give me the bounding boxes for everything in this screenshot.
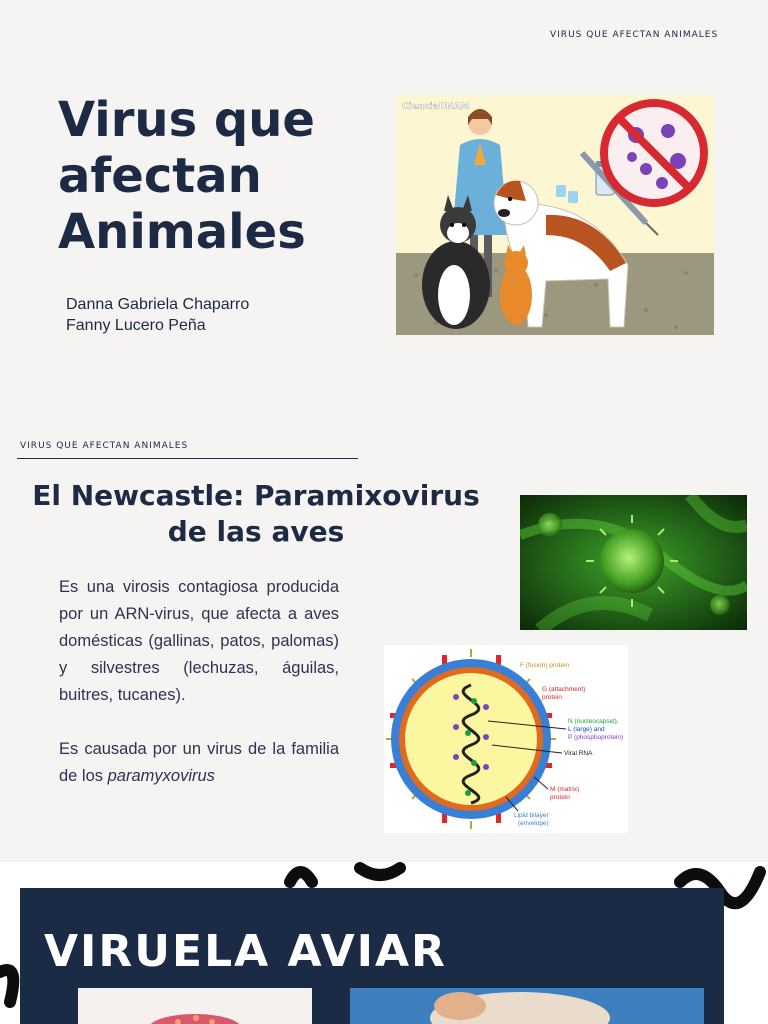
page-header: VIRUS QUE AFECTAN ANIMALES: [550, 30, 719, 40]
authors: [66, 294, 249, 336]
section-title: El Newcastle: Paramixovirus de las aves: [32, 479, 480, 548]
title-line: Animales: [58, 204, 306, 260]
paramyxovirus-structure-icon: [384, 645, 628, 833]
svg-text:CienciaUNAM: CienciaUNAM: [402, 102, 470, 112]
italic-term: paramyxovirus: [107, 767, 215, 785]
virus-photo-icon: [520, 495, 747, 630]
section-body: [59, 574, 339, 817]
svg-text:G (attachment): G (attachment): [542, 686, 586, 693]
title-line: Virus que: [58, 92, 315, 148]
author-name: Danna Gabriela Chaparro: [66, 296, 250, 313]
svg-text:L (large) and: L (large) and: [568, 726, 605, 733]
svg-text:F (fusion) protein: F (fusion) protein: [520, 662, 570, 669]
pox-lesion-photo: [78, 988, 312, 1024]
green-virus-photo: [520, 495, 747, 630]
svg-text:P (phosphoprotein): P (phosphoprotein): [568, 734, 624, 741]
title-line: afectan: [58, 148, 262, 204]
vet-with-dog-cat-icon: [396, 95, 714, 335]
svg-text:protein: protein: [542, 694, 562, 701]
author-name: Fanny Lucero Peña: [66, 317, 206, 334]
paragraph: Es causada por un virus de la familia de los paramyxovirus: [59, 740, 339, 785]
svg-text:Lipid bilayer: Lipid bilayer: [514, 812, 549, 819]
svg-text:N (nucleocapsid),: N (nucleocapsid),: [568, 718, 619, 725]
page-viruela-aviar: [0, 862, 768, 1024]
vet-illustration: [396, 95, 714, 335]
page-title: [58, 92, 378, 260]
header-divider: [17, 458, 358, 459]
paramyxovirus-diagram: [384, 645, 628, 833]
svg-text:(envelope): (envelope): [518, 820, 549, 827]
paragraph: Es una virosis contagiosa producida por un ARN-virus, que afecta a aves domésticas (gallinas, patos, palomas) y silvestres (lechuzas, águilas, buitres, tucanes).: [59, 578, 339, 704]
section-header: VIRUS QUE AFECTAN ANIMALES: [20, 441, 189, 451]
section-title: VIRUELA AVIAR: [44, 926, 447, 977]
bird-examination-photo: [350, 988, 704, 1024]
svg-text:M (matrix): M (matrix): [550, 786, 580, 793]
svg-text:Viral RNA: Viral RNA: [564, 750, 593, 757]
svg-text:protein: protein: [550, 794, 570, 801]
